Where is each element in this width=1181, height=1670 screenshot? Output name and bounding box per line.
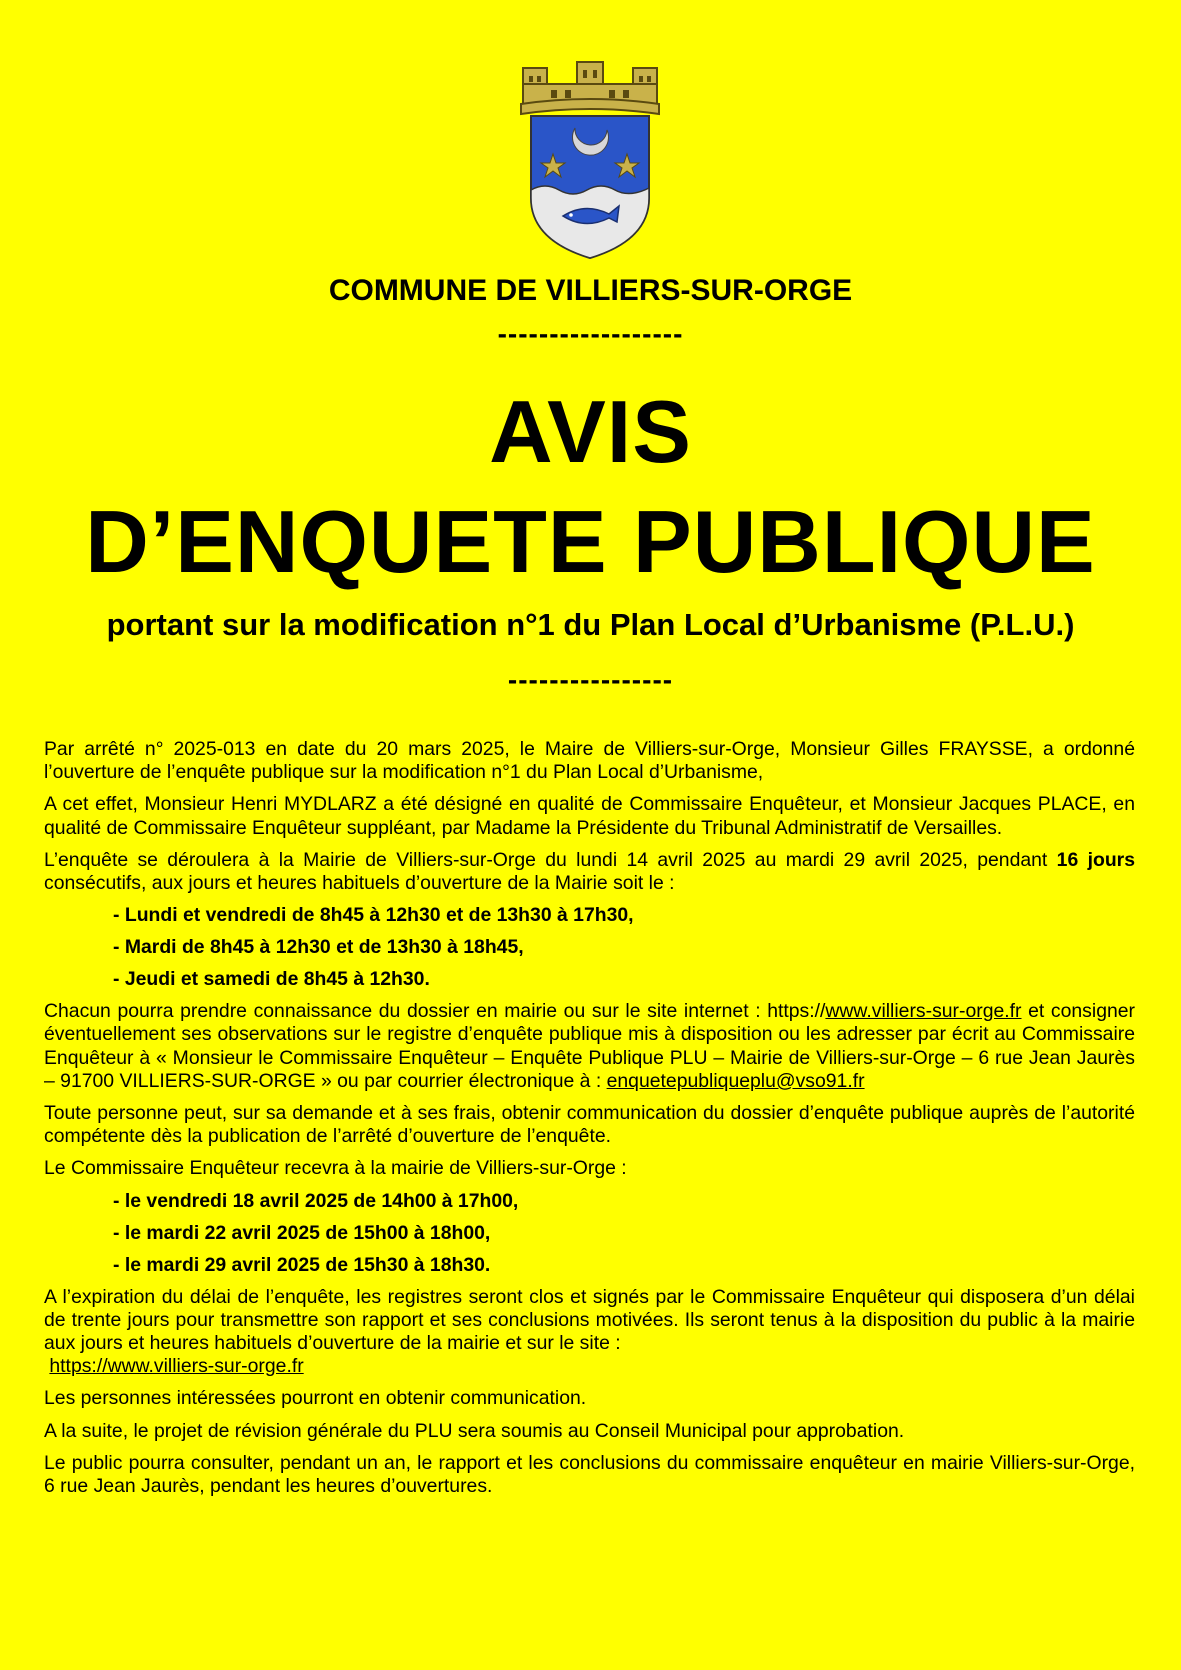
list-item: - Mardi de 8h45 à 12h30 et de 13h30 à 18h45,: [113, 936, 524, 959]
subtitle: portant sur la modification n°1 du Plan Local d’Urbanisme (P.L.U.): [106, 607, 1075, 642]
coat-of-arms-icon: [515, 58, 665, 268]
paragraph-permanences-intro: Le Commissaire Enquêteur recevra à la mairie de Villiers-sur-Orge :: [44, 1157, 627, 1180]
opening-hours-list: [44, 904, 1135, 991]
duration-highlight: 16 jours: [1056, 848, 1135, 871]
website-link[interactable]: www.villiers-sur-orge.fr: [825, 1000, 1022, 1023]
list-item: - le vendredi 18 avril 2025 de 14h00 à 17h00,: [113, 1189, 519, 1212]
list-item: - Lundi et vendredi de 8h45 à 12h30 et de 13h30 à 17h30,: [113, 904, 634, 927]
paragraph-next-step: A la suite, le projet de révision générale du PLU sera soumis au Conseil Municipal pour approbation.: [44, 1419, 905, 1442]
list-item: - le mardi 29 avril 2025 de 15h30 à 18h30.: [113, 1253, 491, 1276]
paragraph-interested: Les personnes intéressées pourront en obtenir communication.: [44, 1387, 587, 1410]
paragraph-arrete: Par arrêté n° 2025-013 en date du 20 mars 2025, le Maire de Villiers-sur-Orge, Monsieur Gilles FRAYSSE, a ordonné l’ouverture de l’enquête publique sur la modification n°1 du Plan Local d’Urbanisme,: [44, 738, 1135, 784]
paragraph-communication: Toute personne peut, sur sa demande et à ses frais, obtenir communication du dossier d’enquête publique auprès de l’autorité compétente dès la publication de l’arrêté d’ouverture de l’enquête.: [44, 1102, 1135, 1148]
email-link[interactable]: enquetepubliqueplu@vso91.fr: [606, 1069, 865, 1092]
title-avis: AVIS: [489, 382, 692, 481]
commune-name: COMMUNE DE VILLIERS-SUR-ORGE: [328, 274, 853, 307]
separator-top: ------------------: [497, 318, 684, 349]
paragraph-dates: L’enquête se déroulera à la Mairie de Villiers-sur-Orge du lundi 14 avril 2025 au mardi 29 avril 2025, pendant 16 jours consécutifs, aux jours et heures habituels d’ouverture de la Mairie soit le :: [44, 848, 1135, 895]
paragraph-consultation: Chacun pourra prendre connaissance du dossier en mairie ou sur le site internet : https://www.villiers-sur-orge.fr et consigner éventuellement ses observations sur le registre d’enquête publique mis à disposition ou les adresser par écrit au Commissaire Enquêteur à « Monsieur le Commissaire Enquêteur – Enquête Publique PLU – Mairie de Villiers-sur-Orge – 6 rue Jean Jaurès – 91700 VILLIERS-SUR-ORGE » ou par courrier électronique à : enquetepubliqueplu@vso91.fr: [44, 1000, 1135, 1092]
separator-bottom: ----------------: [507, 664, 674, 695]
notice-body: [44, 738, 1135, 1507]
paragraph-consultation-report: Le public pourra consulter, pendant un an, le rapport et les conclusions du commissaire enquêteur en mairie Villiers-sur-Orge, 6 rue Jean Jaurès, pendant les heures d’ouvertures.: [44, 1451, 1135, 1498]
paragraph-commissaire: A cet effet, Monsieur Henri MYDLARZ a été désigné en qualité de Commissaire Enquêteur, et Monsieur Jacques PLACE, en qualité de Commissaire Enquêteur suppléant, par Madame la Présidente du Tribunal Administratif de Versailles.: [44, 793, 1135, 839]
paragraph-expiration: A l’expiration du délai de l’enquête, les registres seront clos et signés par le Commissaire Enquêteur qui disposera d’un délai de trente jours pour transmettre son rapport et ses conclusions motivées. Ils seront tenus à la disposition du public à la mairie aux jours et heures habituels d’ouverture de la mairie et sur le site : https://www.villiers-sur-orge.fr: [44, 1285, 1135, 1378]
website-link-full[interactable]: https://www.villiers-sur-orge.fr: [49, 1355, 304, 1378]
list-item: - le mardi 22 avril 2025 de 15h00 à 18h00,: [113, 1221, 491, 1244]
permanences-list: [44, 1190, 1135, 1277]
list-item: - Jeudi et samedi de 8h45 à 12h30.: [113, 968, 430, 991]
title-enquete-publique: D’ENQUETE PUBLIQUE: [85, 492, 1096, 591]
